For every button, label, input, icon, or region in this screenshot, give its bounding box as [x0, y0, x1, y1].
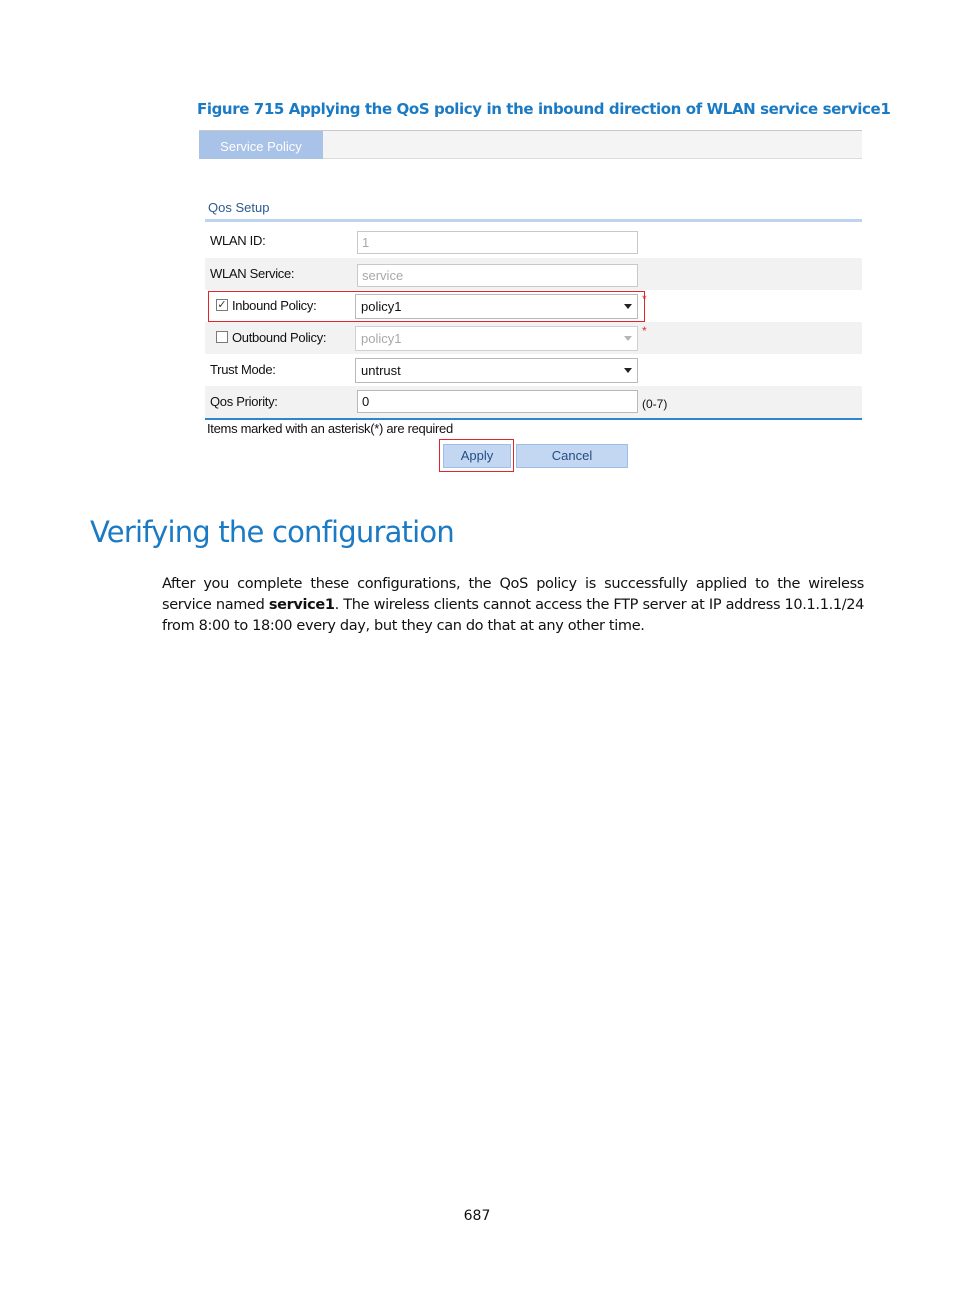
- page-number: 687: [463, 1208, 491, 1224]
- trust-mode-value: untrust: [361, 363, 401, 378]
- required-note: Items marked with an asterisk(*) are required: [207, 421, 453, 436]
- outbound-policy-label: Outbound Policy:: [232, 330, 327, 345]
- inbound-policy-checkbox[interactable]: ✓: [217, 299, 227, 311]
- section-heading: Verifying the configuration: [90, 515, 454, 549]
- inbound-policy-label: Inbound Policy:: [232, 298, 317, 313]
- outbound-policy-checkbox[interactable]: [216, 331, 228, 343]
- body-text-after: . The wireless clients cannot access the FTP server at IP address 10.1.1.1/24 from 8:00 to 18:00 every day, but they can do that at any other time.: [162, 597, 864, 634]
- section-title: Qos Setup: [208, 200, 270, 215]
- body-text-before: After you complete these configurations, the QoS policy is successfully applied to the wireless service named: [162, 576, 864, 613]
- qos-priority-input[interactable]: 0: [357, 390, 638, 413]
- required-asterisk: *: [642, 324, 647, 338]
- tab-service-policy[interactable]: Service Policy: [199, 131, 323, 159]
- cancel-button[interactable]: Cancel: [516, 444, 628, 468]
- wlan-service-field: service: [357, 264, 638, 287]
- figure-caption: Figure 715 Applying the QoS policy in the inbound direction of WLAN service service1: [197, 100, 891, 118]
- wlan-id-field: 1: [357, 231, 638, 254]
- apply-button-highlight: [439, 439, 514, 472]
- chevron-down-icon: [624, 368, 632, 373]
- outbound-policy-row: [205, 322, 862, 354]
- wlan-id-row: [205, 225, 862, 257]
- trust-mode-row: [205, 354, 862, 386]
- wlan-service-row: [205, 258, 862, 290]
- outbound-policy-value: policy1: [361, 331, 402, 346]
- inbound-policy-value: policy1: [361, 299, 402, 314]
- inbound-policy-highlight: [208, 291, 645, 322]
- apply-button[interactable]: Apply: [443, 444, 511, 468]
- wlan-id-label: WLAN ID:: [210, 233, 266, 248]
- body-paragraph: [162, 574, 864, 637]
- required-asterisk: *: [642, 292, 647, 306]
- trust-mode-label: Trust Mode:: [210, 362, 276, 377]
- qos-priority-row: [205, 386, 862, 418]
- qos-priority-range-hint: (0-7): [642, 397, 668, 411]
- chevron-down-icon: [624, 336, 632, 341]
- trust-mode-select[interactable]: [355, 358, 638, 383]
- wlan-service-label: WLAN Service:: [210, 266, 295, 281]
- qos-priority-label: Qos Priority:: [210, 394, 278, 409]
- tab-bar: [199, 130, 862, 159]
- form-bottom-divider: [205, 418, 862, 420]
- outbound-policy-select: [355, 326, 638, 351]
- body-text-bold: service1: [268, 597, 335, 613]
- section-divider: [205, 219, 862, 222]
